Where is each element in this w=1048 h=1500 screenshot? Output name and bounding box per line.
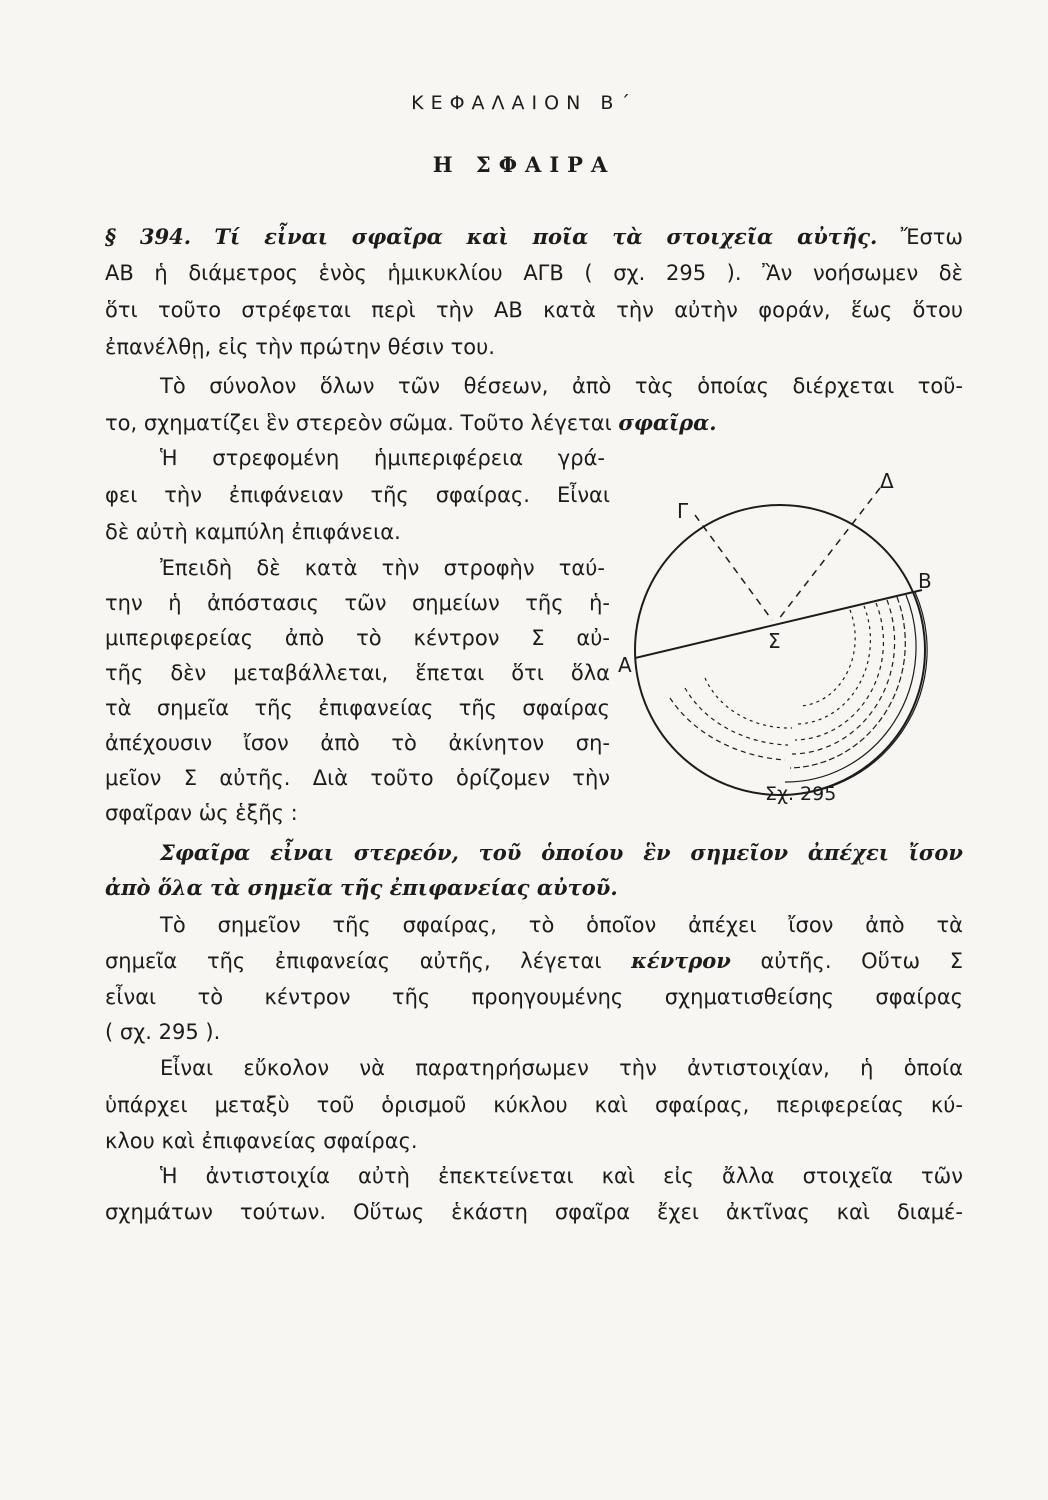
- chapter-heading: ΚΕΦΑΛΑΙΟΝ Β΄: [411, 92, 637, 114]
- text-line: ἐπανέλθῃ, εἰς τὴν πρώτην θέσιν του.: [105, 335, 495, 359]
- text-line: δὲ αὐτὴ καμπύλη ἐπιφάνεια.: [105, 520, 401, 544]
- text-line: μεῖον Σ αὐτῆς. Διὰ τοῦτο ὁρίζομεν τὴν: [105, 766, 610, 790]
- text-line: Ἡ στρεφομένη ἡμιπεριφέρεια γρά-: [160, 446, 605, 470]
- section-heading-line: [105, 222, 963, 252]
- label-alpha: Α: [618, 653, 632, 677]
- text-line: φει τὴν ἐπιφάνειαν τῆς σφαίρας. Εἶναι: [105, 483, 610, 507]
- text-line: ὑπάρχει μεταξὺ τοῦ ὁρισμοῦ κύκλου καὶ σφαίρας, περιφερείας κύ-: [105, 1093, 963, 1117]
- text-line: [105, 946, 963, 976]
- text-line: μιπεριφερείας ἀπὸ τὸ κέντρον Σ αὐ-: [105, 626, 610, 650]
- text-line: ἀπέχουσιν ἴσον ἀπὸ τὸ ἀκίνητον ση-: [105, 731, 610, 755]
- label-sigma: Σ: [768, 629, 781, 653]
- label-gamma: Γ: [677, 499, 689, 523]
- page-title: Η ΣΦΑΙΡΑ: [432, 152, 616, 177]
- label-delta: Δ: [880, 469, 894, 493]
- text-line: σχημάτων τούτων. Οὕτως ἑκάστη σφαῖρα ἔχει ἀκτῖνας καὶ διαμέ-: [105, 1200, 963, 1224]
- text-span: σημεῖα τῆς ἐπιφανείας αὐτῆς, λέγεται: [105, 949, 602, 973]
- definition-line: Σφαῖρα εἶναι στερεόν, τοῦ ὁποίου ἓν σημεῖον ἀπέχει ἴσον: [160, 840, 963, 865]
- text-line: σφαῖραν ὡς ἑξῆς :: [105, 801, 298, 825]
- text-line: Ἡ ἀντιστοιχία αὐτὴ ἐπεκτείνεται καὶ εἰς ἄλλα στοιχεῖα τῶν: [160, 1164, 963, 1188]
- text-span: το, σχηματίζει ἓν στερεὸν σῶμα. Τοῦτο λέγεται: [105, 411, 612, 435]
- text-line: Εἶναι εὔκολον νὰ παρατηρήσωμεν τὴν ἀντιστοιχίαν, ἡ ὁποία: [160, 1056, 963, 1080]
- shading-arcs: [670, 592, 927, 795]
- text-line: ( σχ. 295 ).: [105, 1020, 221, 1044]
- text-line: ὅτι τοῦτο στρέφεται περὶ τὴν ΑΒ κατὰ τὴν αὐτὴν φοράν, ἕως ὅτου: [105, 298, 963, 322]
- term-center: κέντρον: [631, 948, 731, 973]
- text-line: τῆς δὲν μεταβάλλεται, ἕπεται ὅτι ὅλα: [105, 661, 610, 685]
- section-number: § 394.: [105, 224, 192, 249]
- text-line: εἶναι τὸ κέντρον τῆς προηγουμένης σχηματισθείσης σφαίρας: [105, 985, 963, 1009]
- text-line: την ἡ ἀπόστασις τῶν σημείων τῆς ἡ-: [105, 591, 610, 615]
- definition-line: ἀπὸ ὅλα τὰ σημεῖα τῆς ἐπιφανείας αὐτοῦ.: [105, 875, 618, 900]
- section-heading: Τί εἶναι σφαῖρα καὶ ποῖα τὰ στοιχεῖα αὐτῆς.: [214, 224, 878, 249]
- text-line: Ἐπειδὴ δὲ κατὰ τὴν στροφὴν ταύ-: [160, 556, 605, 580]
- figure-caption: Σχ. 295: [765, 783, 837, 805]
- radius-delta: [778, 488, 880, 620]
- term-sphere: σφαῖρα.: [618, 410, 717, 435]
- text-line: τὰ σημεῖα τῆς ἐπιφανείας τῆς σφαίρας: [105, 696, 610, 720]
- label-beta: Β: [918, 569, 932, 593]
- text-line: [105, 408, 717, 438]
- text-line: κλου καὶ ἐπιφανείας σφαίρας.: [105, 1129, 418, 1153]
- text-line: ΑΒ ἡ διάμετρος ἑνὸς ἡμικυκλίου ΑΓΒ ( σχ. 295 ). Ἂν νοήσωμεν δὲ: [105, 261, 963, 285]
- text-span: αὐτῆς. Οὕτω Σ: [760, 949, 963, 973]
- text-line: Τὸ σημεῖον τῆς σφαίρας, τὸ ὁποῖον ἀπέχει ἴσον ἀπὸ τὰ: [160, 913, 963, 937]
- text-line: Τὸ σύνολον ὅλων τῶν θέσεων, ἀπὸ τὰς ὁποίας διέρχεται τοῦ-: [160, 374, 963, 398]
- section-heading-tail: Ἔστω: [900, 225, 963, 249]
- radius-gamma: [695, 515, 772, 620]
